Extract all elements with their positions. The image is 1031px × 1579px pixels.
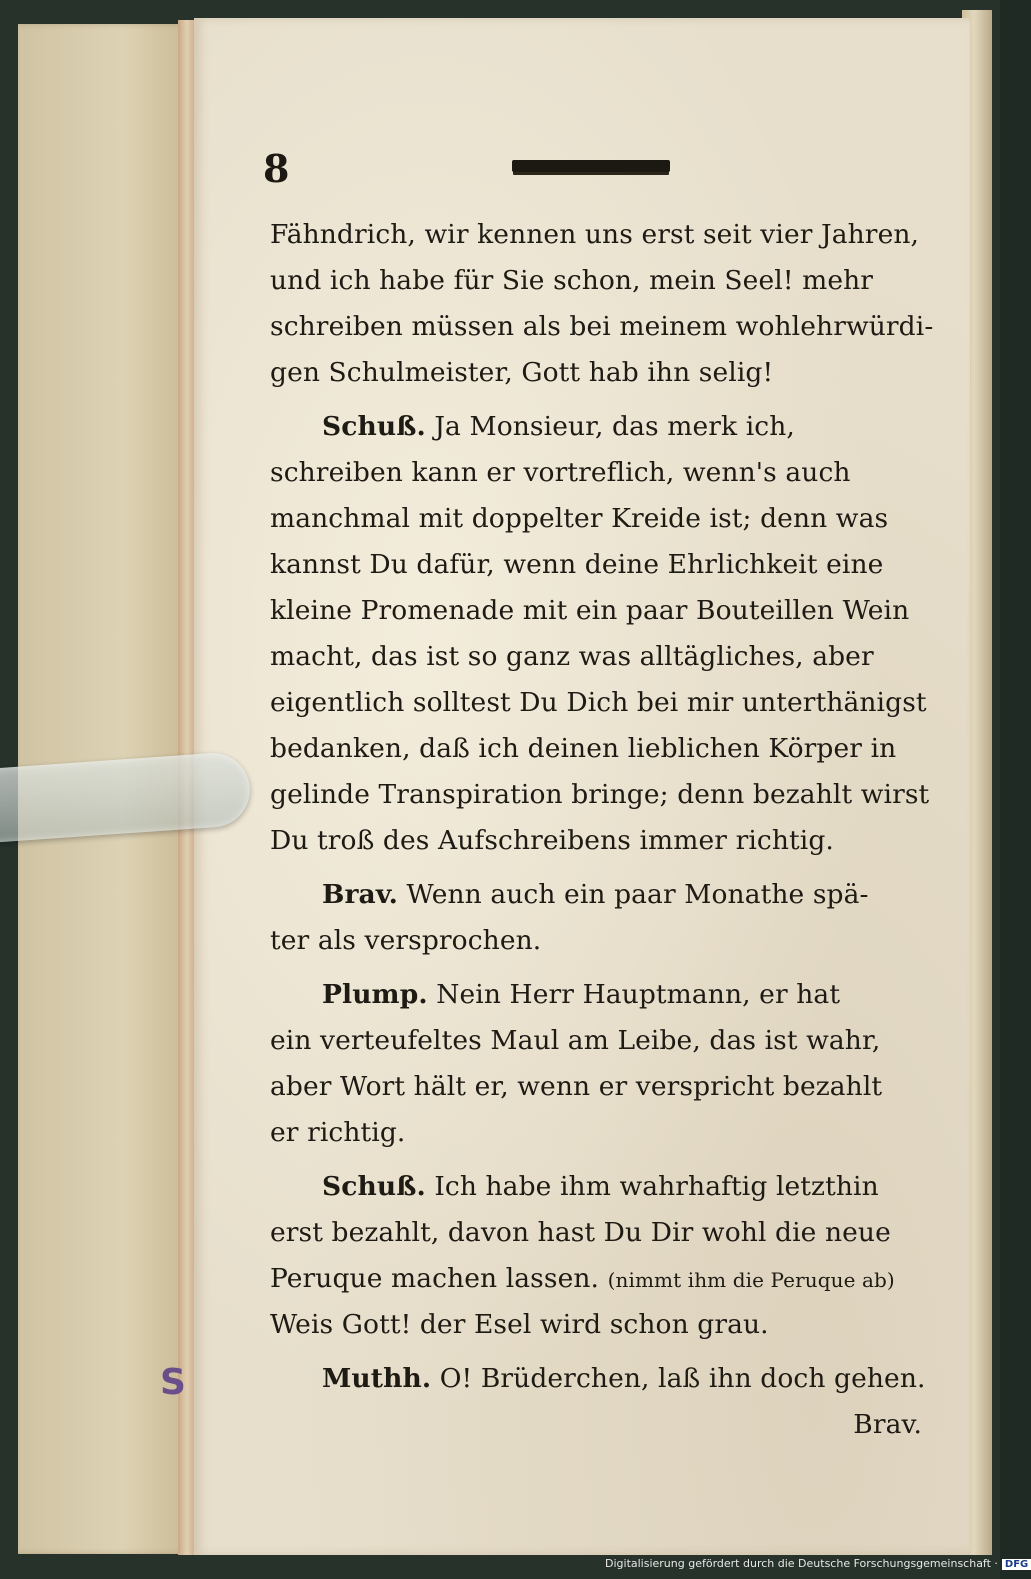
- text-line: schreiben kann er vortreflich, wenn's auch: [270, 457, 851, 488]
- text-line: und ich habe für Sie schon, mein Seel! mehr: [270, 265, 874, 296]
- text-line: bedanken, daß ich deinen lieblichen Körper in: [270, 733, 897, 764]
- dialogue-text: Ja Monsieur, das merk ich,: [434, 411, 795, 442]
- text-line: gelinde Transpiration bringe; denn bezahlt wirst: [270, 779, 930, 810]
- page-number: 8: [263, 146, 290, 191]
- text-line: Weis Gott! der Esel wird schon grau.: [270, 1309, 769, 1340]
- text-line: ter als versprochen.: [270, 925, 542, 956]
- text-line: Fähndrich, wir kennen uns erst seit vier Jahren,: [270, 219, 920, 250]
- dialogue-line: [270, 1164, 922, 1210]
- dialogue-line: [270, 404, 922, 450]
- catchword: Brav.: [853, 1409, 922, 1440]
- text-line: manchmal mit doppelter Kreide ist; denn was: [270, 503, 889, 534]
- dialogue-line: [270, 872, 922, 918]
- speaker-name: Brav.: [322, 879, 398, 910]
- credit-text: Digitalisierung gefördert durch die Deutsche Forschungsgemeinschaft ·: [605, 1557, 998, 1570]
- text-line: schreiben müssen als bei meinem wohlehrwürdi-: [270, 311, 934, 342]
- speaker-name: Schuß.: [322, 1171, 426, 1202]
- text-line: kannst Du dafür, wenn deine Ehrlichkeit eine: [270, 549, 884, 580]
- text-line: Du troß des Aufschreibens immer richtig.: [270, 825, 834, 856]
- dfg-logo: DFG: [1002, 1559, 1031, 1570]
- header-rule: [512, 160, 670, 172]
- text-line: ein verteufeltes Maul am Leibe, das ist wahr,: [270, 1025, 881, 1056]
- dialogue-line: [270, 972, 922, 1018]
- dialogue-text: Wenn auch ein paar Monathe spä-: [406, 879, 869, 910]
- page-text: [270, 212, 934, 1448]
- text-line: er richtig.: [270, 1117, 406, 1148]
- speaker-name: Muthh.: [322, 1363, 432, 1394]
- dialogue-text: Ich habe ihm wahrhaftig letzthin: [434, 1171, 879, 1202]
- text-line: eigentlich solltest Du Dich bei mir unterthänigst: [270, 687, 927, 718]
- text-line: aber Wort hält er, wenn er verspricht bezahlt: [270, 1071, 883, 1102]
- speaker-name: Plump.: [322, 979, 428, 1010]
- text-line: erst bezahlt, davon hast Du Dir wohl die neue: [270, 1217, 891, 1248]
- dialogue-line: [270, 1356, 926, 1402]
- text-line: gen Schulmeister, Gott hab ihn selig!: [270, 357, 774, 388]
- dialogue-text: Nein Herr Hauptmann, er hat: [436, 979, 841, 1010]
- dialogue-text: O! Brüderchen, laß ihn doch gehen.: [439, 1363, 926, 1394]
- digitization-credit: [605, 1557, 1031, 1570]
- text-line: [270, 1256, 922, 1302]
- library-stamp: S: [160, 1362, 186, 1403]
- stage-direction: (nimmt ihm die Peruque ab): [607, 1268, 895, 1292]
- dialogue-text: Peruque machen lassen.: [270, 1263, 600, 1294]
- text-line: kleine Promenade mit ein paar Bouteillen Wein: [270, 595, 910, 626]
- text-line: macht, das ist so ganz was alltägliches, aber: [270, 641, 874, 672]
- speaker-name: Schuß.: [322, 411, 426, 442]
